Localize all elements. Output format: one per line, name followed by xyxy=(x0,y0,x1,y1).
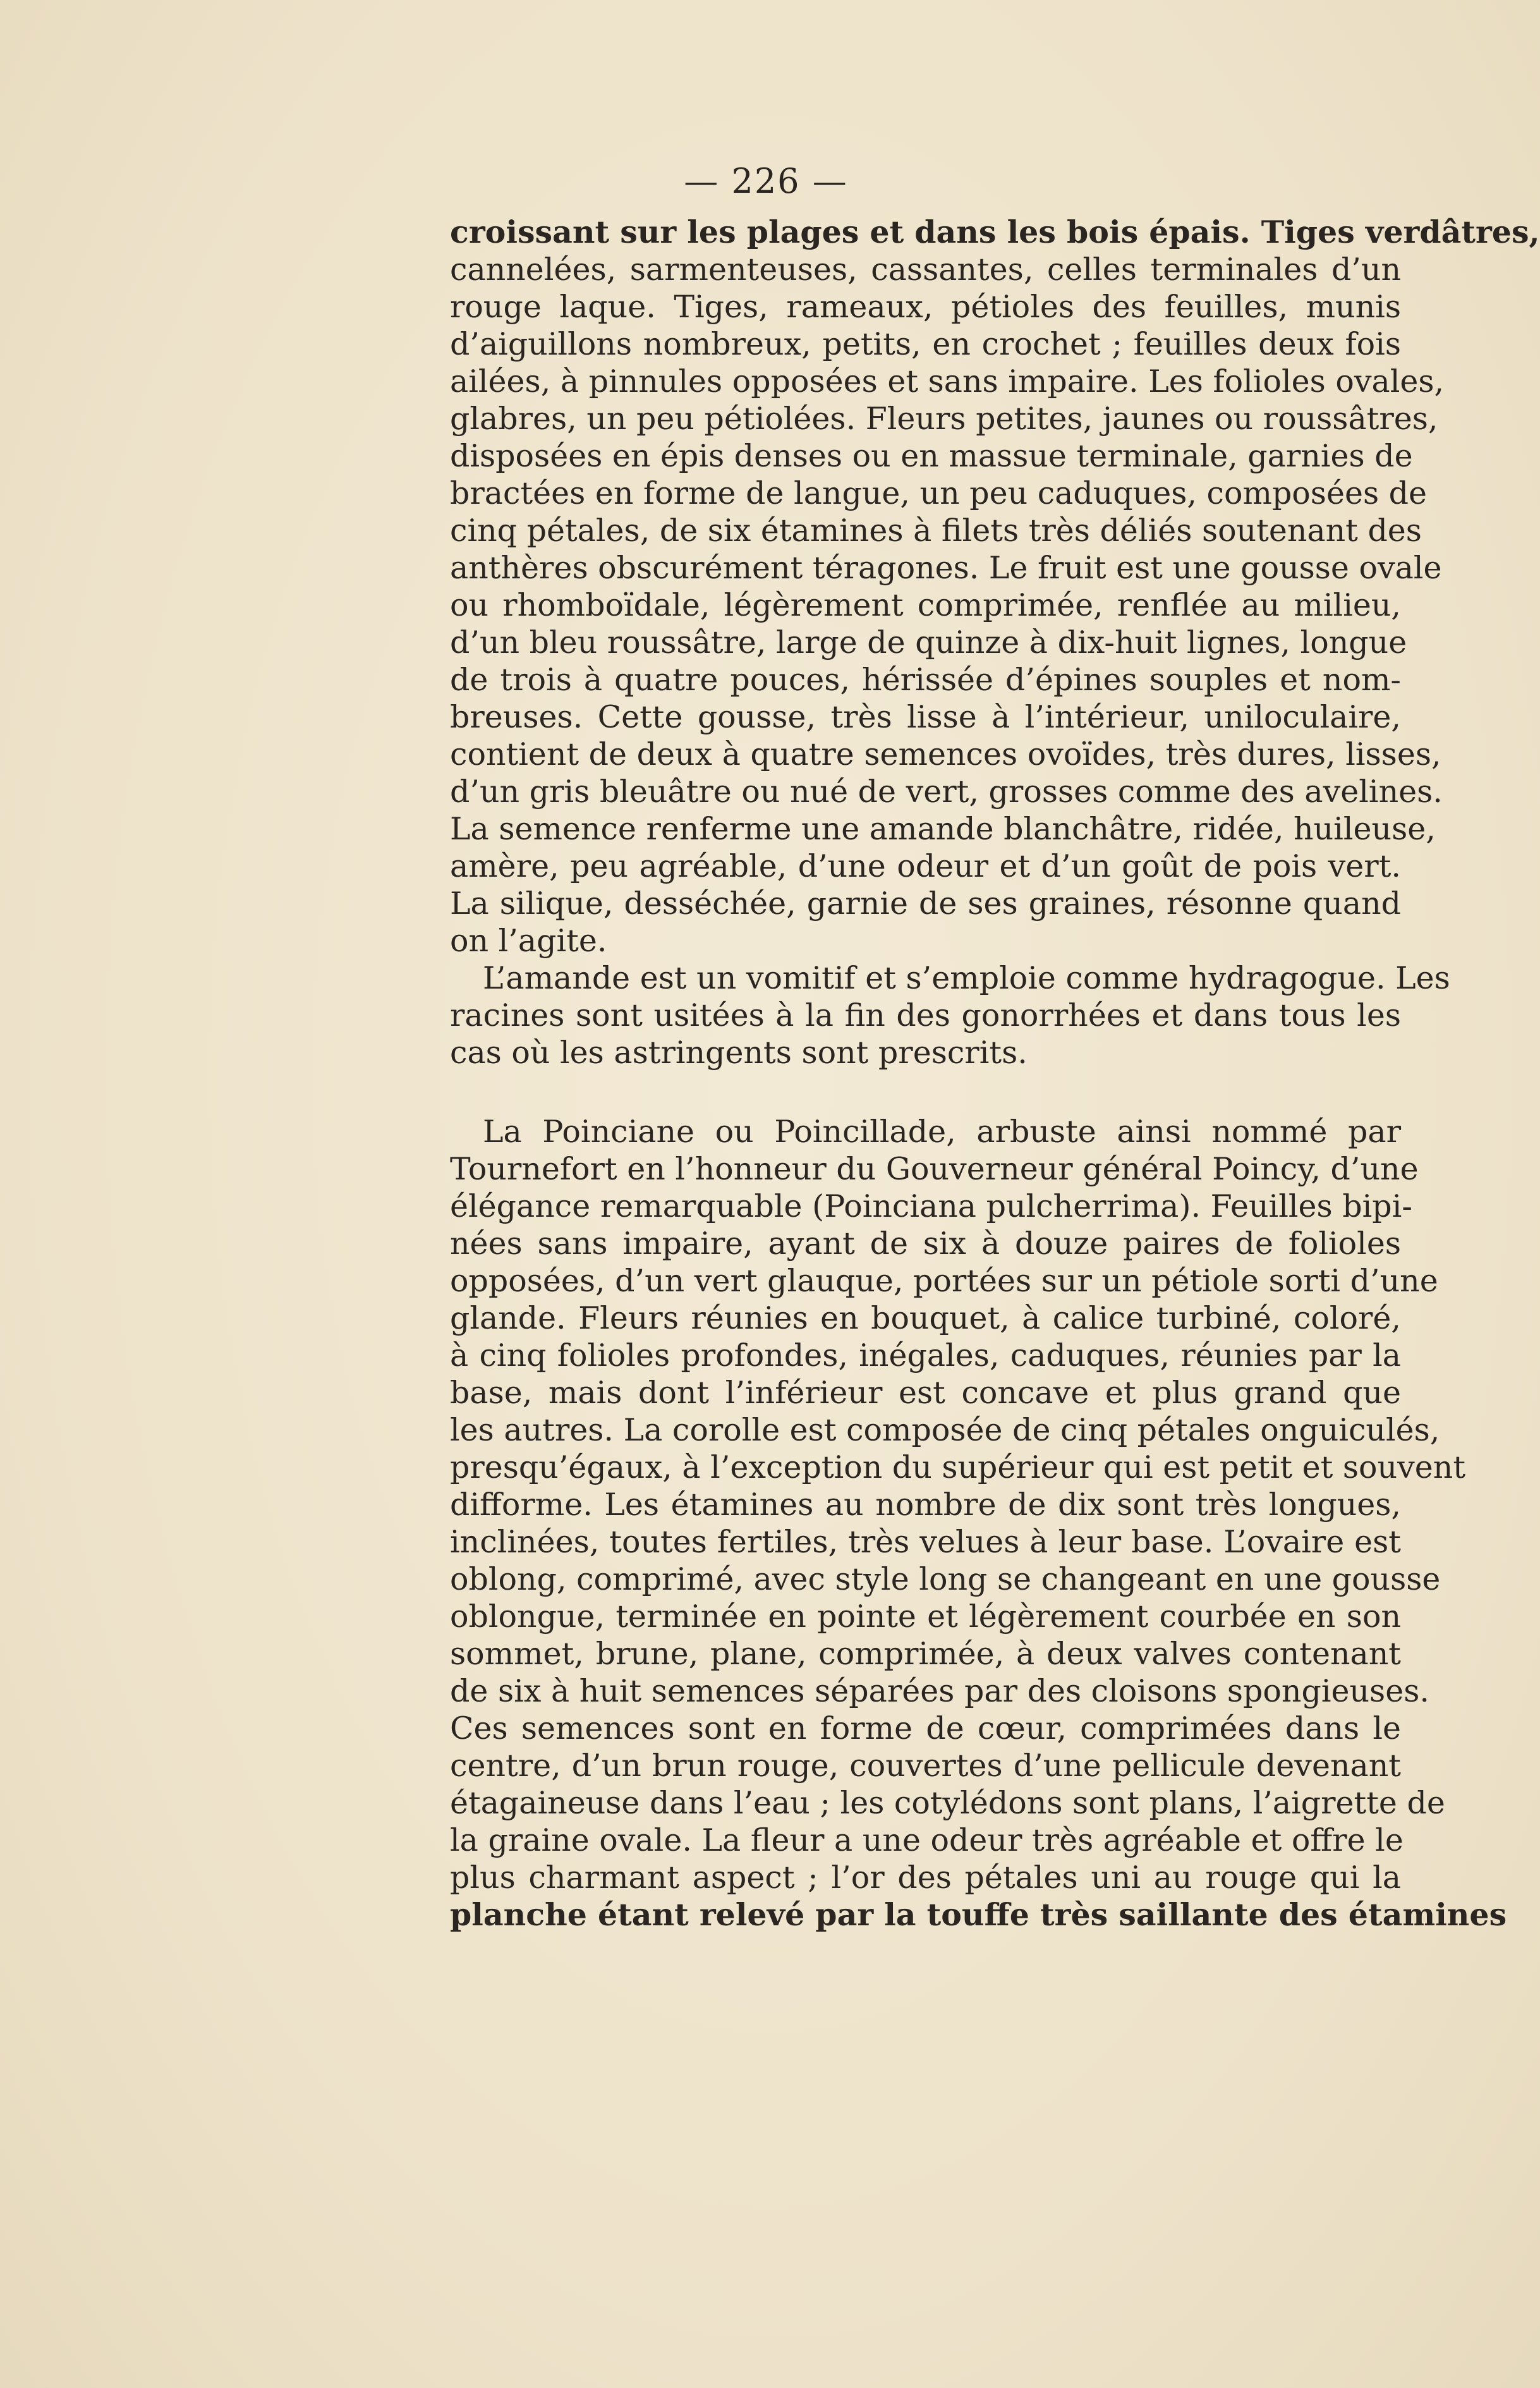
paragraph xyxy=(450,959,1450,1071)
text-line: ailées, à pinnules opposées et sans impaire. Les folioles ovales, xyxy=(450,363,1445,399)
text-line: bractées en forme de langue, un peu caduques, composées de xyxy=(450,475,1428,511)
text-line: rouge laque. Tiges, rameaux, pétioles des feuilles, munis xyxy=(450,289,1401,325)
text-line: Tournefort en l’honneur du Gouverneur général Poincy, d’une xyxy=(450,1151,1419,1187)
text-line: oblongue, terminée en pointe et légèrement courbée en son xyxy=(450,1599,1401,1635)
text-line: opposées, d’un vert glauque, portées sur un pétiole sorti d’une xyxy=(450,1263,1438,1299)
text-line: amère, peu agréable, d’une odeur et d’un goût de pois vert. xyxy=(450,848,1401,884)
page-number: — 226 — xyxy=(684,161,848,201)
text-line: à cinq folioles profondes, inégales, caduques, réunies par la xyxy=(450,1337,1401,1374)
text-line: La Poinciane ou Poincillade, arbuste ainsi nommé par xyxy=(483,1114,1401,1150)
text-line: de trois à quatre pouces, hérissée d’épines souples et nom- xyxy=(450,662,1401,698)
text-line: cannelées, sarmenteuses, cassantes, celles terminales d’un xyxy=(450,252,1401,288)
text-line: planche étant relevé par la touffe très saillante des étamines xyxy=(450,1896,1507,1933)
text-line: racines sont usitées à la fin des gonorrhées et dans tous les xyxy=(450,997,1401,1033)
body-text xyxy=(450,214,1540,1934)
paragraph xyxy=(450,1113,1507,1934)
text-line: centre, d’un brun rouge, couvertes d’une pellicule devenant xyxy=(450,1748,1401,1784)
text-line: base, mais dont l’inférieur est concave et plus grand que xyxy=(450,1375,1401,1411)
text-line: contient de deux à quatre semences ovoïdes, très dures, lisses, xyxy=(450,736,1441,772)
paragraph-spacer xyxy=(450,1071,1401,1113)
text-line: d’aiguillons nombreux, petits, en crochet ; feuilles deux fois xyxy=(450,326,1401,362)
text-line: L’amande est un vomitif et s’emploie comme hydragogue. Les xyxy=(483,960,1450,996)
text-line: cas où les astringents sont prescrits. xyxy=(450,1035,1028,1071)
text-line: ou rhomboïdale, légèrement comprimée, renflée au milieu, xyxy=(450,587,1401,623)
text-line: La silique, desséchée, garnie de ses graines, résonne quand xyxy=(450,886,1401,922)
text-line: La semence renferme une amande blanchâtre, ridée, huileuse, xyxy=(450,811,1436,847)
text-line: élégance remarquable (Poinciana pulcherrima). Feuilles bipi- xyxy=(450,1188,1412,1224)
text-line: glabres, un peu pétiolées. Fleurs petites, jaunes ou roussâtres, xyxy=(450,401,1438,437)
text-line: inclinées, toutes fertiles, très velues à leur base. L’ovaire est xyxy=(450,1524,1401,1560)
text-line: plus charmant aspect ; l’or des pétales uni au rouge qui la xyxy=(450,1860,1401,1896)
text-line: de six à huit semences séparées par des cloisons spongieuses. xyxy=(450,1673,1429,1709)
text-line: d’un gris bleuâtre ou nué de vert, grosses comme des avelines. xyxy=(450,774,1443,810)
text-line: anthères obscurément téragones. Le fruit est une gousse ovale xyxy=(450,550,1442,586)
text-line: disposées en épis denses ou en massue terminale, garnies de xyxy=(450,438,1413,474)
paragraph xyxy=(450,214,1540,959)
text-line: sommet, brune, plane, comprimée, à deux valves contenant xyxy=(450,1636,1401,1672)
text-line: d’un bleu roussâtre, large de quinze à dix-huit lignes, longue xyxy=(450,624,1407,661)
text-line: presqu’égaux, à l’exception du supérieur qui est petit et souvent xyxy=(450,1449,1466,1485)
text-line: Ces semences sont en forme de cœur, comprimées dans le xyxy=(450,1710,1401,1746)
text-line: croissant sur les plages et dans les bois épais. Tiges verdâtres, xyxy=(450,214,1540,250)
text-line: nées sans impaire, ayant de six à douze paires de folioles xyxy=(450,1226,1401,1262)
text-line: la graine ovale. La fleur a une odeur très agréable et offre le xyxy=(450,1822,1404,1858)
text-line: cinq pétales, de six étamines à filets très déliés soutenant des xyxy=(450,513,1422,549)
text-line: oblong, comprimé, avec style long se changeant en une gousse xyxy=(450,1561,1441,1597)
text-line: glande. Fleurs réunies en bouquet, à calice turbiné, coloré, xyxy=(450,1300,1401,1336)
text-line: breuses. Cette gousse, très lisse à l’intérieur, uniloculaire, xyxy=(450,699,1401,735)
text-line: difforme. Les étamines au nombre de dix sont très longues, xyxy=(450,1487,1401,1523)
text-line: on l’agite. xyxy=(450,923,607,959)
text-line: étagaineuse dans l’eau ; les cotylédons sont plans, l’aigrette de xyxy=(450,1785,1445,1821)
text-line: les autres. La corolle est composée de cinq pétales onguiculés, xyxy=(450,1412,1440,1448)
